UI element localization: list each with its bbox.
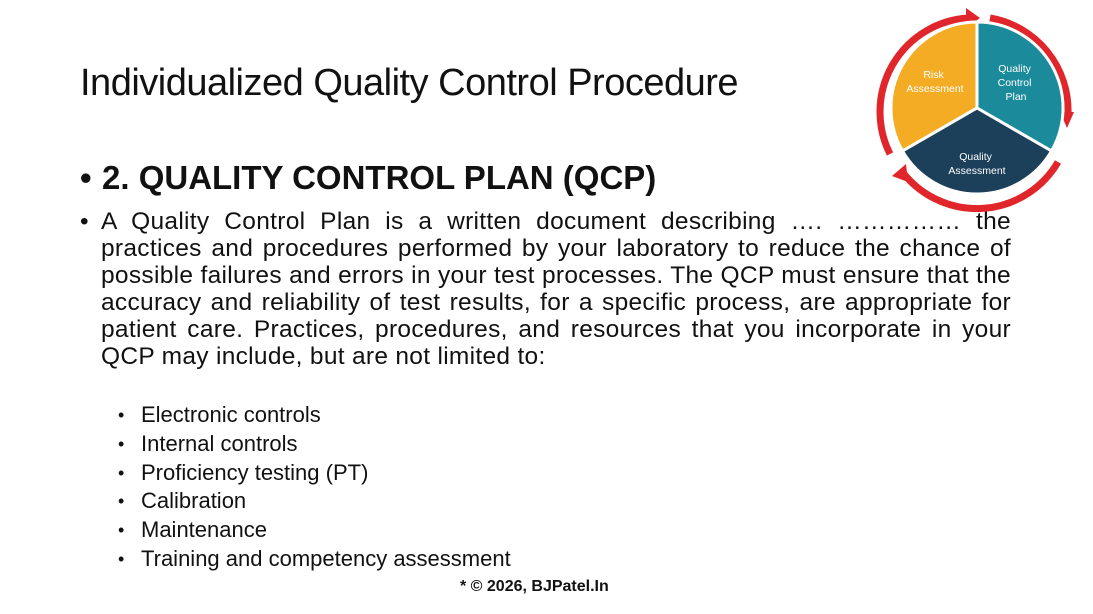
slide-title: Individualized Quality Control Procedure xyxy=(80,62,739,104)
list-item: • Calibration xyxy=(118,488,247,514)
list-item: • Training and competency assessment xyxy=(118,545,511,571)
heading-bullet: • xyxy=(80,159,92,196)
list-item: • Proficiency testing (PT) xyxy=(118,459,369,485)
section-heading xyxy=(80,159,656,197)
segment-label-risk-assessment: Risk Assessment xyxy=(906,69,964,95)
copyright-footer: * © 2026, BJPatel.In xyxy=(460,578,609,595)
iqcp-cycle-diagram xyxy=(868,4,1086,212)
qcp-practices-list xyxy=(118,401,511,574)
paragraph-bullet: • xyxy=(80,208,89,235)
segment-label-quality-assessment: Quality Assessment xyxy=(948,151,1006,177)
heading-text: 2. QUALITY CONTROL PLAN (QCP) xyxy=(102,159,657,196)
description-paragraph xyxy=(80,208,1011,370)
list-item: • Electronic controls xyxy=(118,402,321,427)
segment-label-quality-control-plan: Quality Control Plan xyxy=(997,63,1032,103)
paragraph-text: A Quality Control Plan is a written document describing …. …………… the practices and procedures performed by your laboratory to reduce the chance of possible failures and errors in your test processes. The QCP must ensure that the accuracy and reliability of test results, for a specific process, are appropriate for patient care. Practices, procedures, and resources that you incorporate in your QCP may include, but are not limited to: xyxy=(101,208,1011,370)
list-item: • Maintenance xyxy=(118,517,267,543)
list-item: • Internal controls xyxy=(118,430,298,456)
